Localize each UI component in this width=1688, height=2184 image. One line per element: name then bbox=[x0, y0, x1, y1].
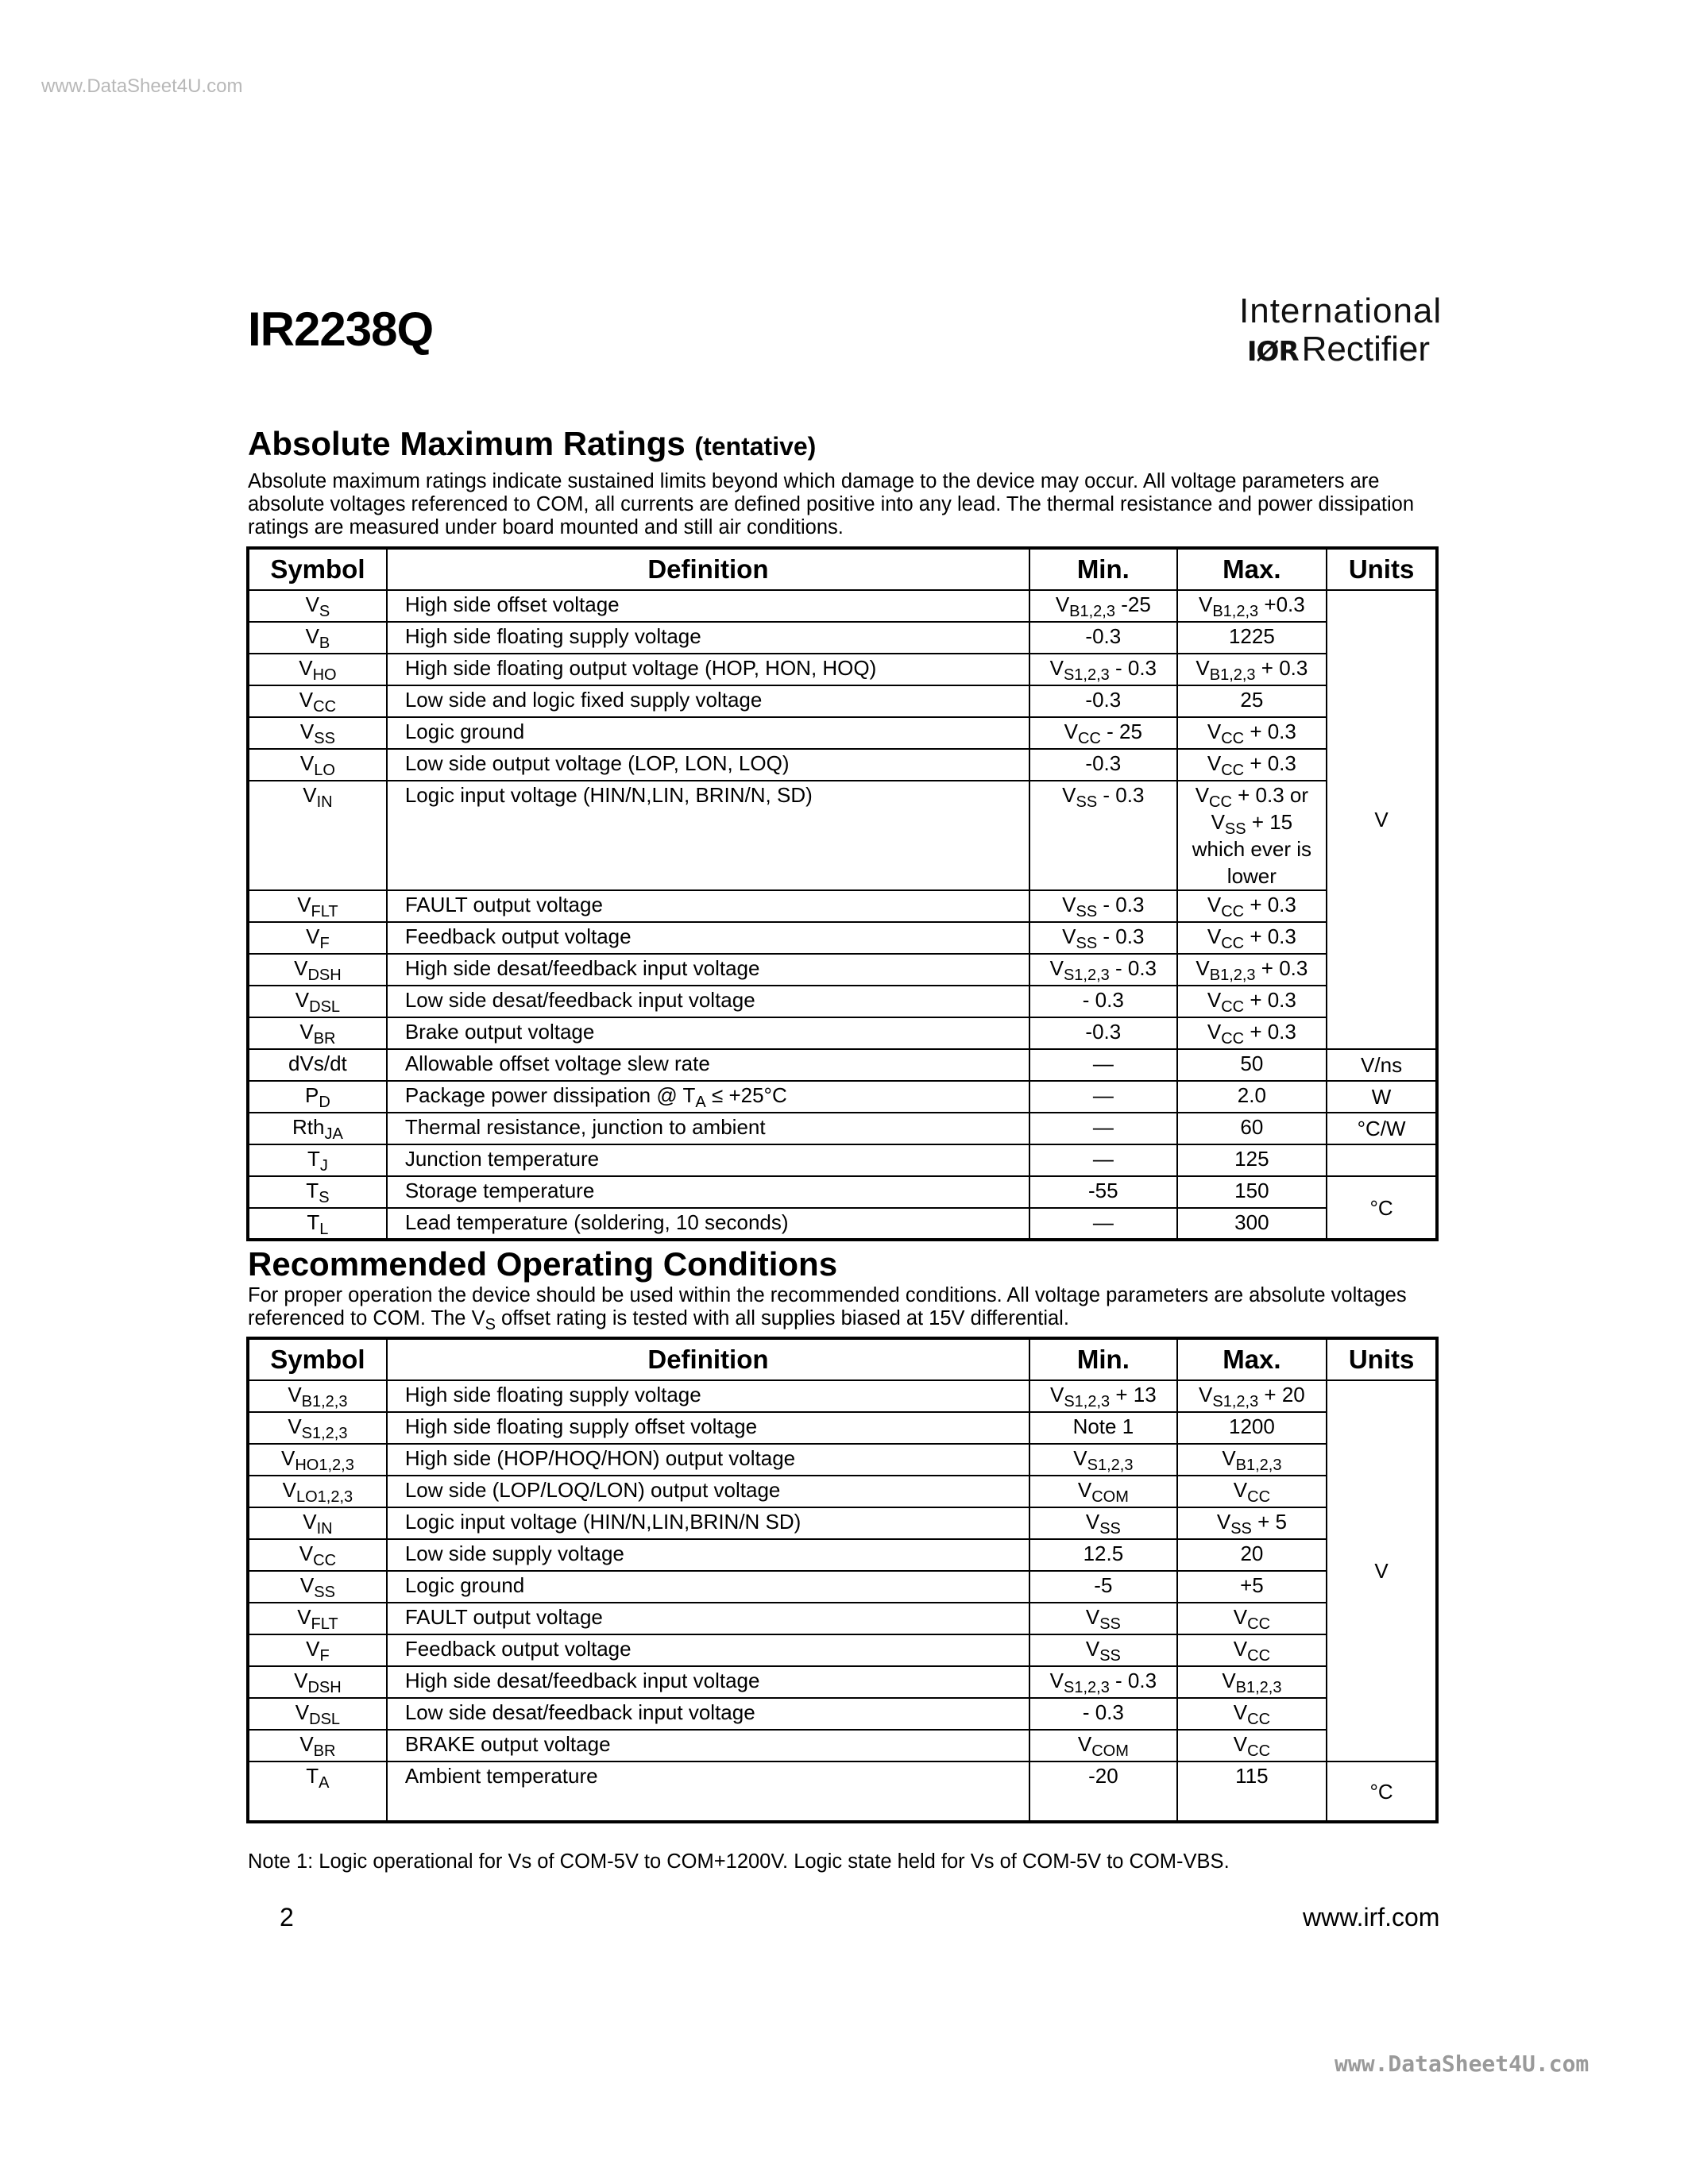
definition-cell: Package power dissipation @ $T_A \le +25^\circ C$ bbox=[387, 1081, 1029, 1113]
symbol-cell: dVs/dt bbox=[248, 1049, 387, 1081]
amr-intro: Absolute maximum ratings indicate sustained limits beyond which damage to the device may occur. All voltage parameters are absolute voltages referenced to COM, all currents are defined positive into any lead. The thermal resistance and power dissipation ratings are measured under board mounted and still air conditions. bbox=[248, 470, 1415, 538]
min-cell: $V_{SS}$ bbox=[1029, 1507, 1177, 1539]
table-row bbox=[248, 1412, 1437, 1444]
symbol-cell: $V_F$ bbox=[248, 922, 387, 954]
definition-cell: Junction temperature bbox=[387, 1144, 1029, 1176]
min-cell: $V_{SS} - 0.3$ bbox=[1029, 922, 1177, 954]
table-row bbox=[248, 1049, 1437, 1081]
symbol-cell: $V_{BR}$ bbox=[248, 1730, 387, 1761]
watermark-bottom: www.DataSheet4U.com bbox=[1335, 2051, 1590, 2077]
min-cell: — bbox=[1029, 1144, 1177, 1176]
min-cell: $V_{CC} - 25$ bbox=[1029, 717, 1177, 749]
max-cell: 300 bbox=[1177, 1208, 1327, 1240]
min-cell: $V_{SS}$ bbox=[1029, 1634, 1177, 1666]
table-row bbox=[248, 1380, 1437, 1412]
max-cell: $V_{B1,2,3} + 0.3$ bbox=[1177, 654, 1327, 685]
min-cell: — bbox=[1029, 1113, 1177, 1144]
max-cell: 1225 bbox=[1177, 622, 1327, 654]
min-cell: $V_{SS} - 0.3$ bbox=[1029, 890, 1177, 922]
definition-cell: High side desat/feedback input voltage bbox=[387, 1666, 1029, 1698]
max-cell: 20 bbox=[1177, 1539, 1327, 1571]
definition-cell: Low side and logic fixed supply voltage bbox=[387, 685, 1029, 717]
table-row bbox=[248, 749, 1437, 781]
table-row bbox=[248, 1730, 1437, 1761]
units-cell: W bbox=[1327, 1081, 1437, 1113]
column-header-symbol: Symbol bbox=[248, 548, 387, 590]
table-row bbox=[248, 717, 1437, 749]
max-cell: 125 bbox=[1177, 1144, 1327, 1176]
units-cell: °C bbox=[1327, 1176, 1437, 1240]
min-cell: $V_{SS}$ bbox=[1029, 1603, 1177, 1634]
definition-cell: High side floating supply offset voltage bbox=[387, 1412, 1029, 1444]
column-header-symbol: Symbol bbox=[248, 1338, 387, 1380]
symbol-cell: $T_A$ bbox=[248, 1761, 387, 1822]
symbol-cell: $V_{IN}$ bbox=[248, 781, 387, 890]
max-cell: 50 bbox=[1177, 1049, 1327, 1081]
definition-cell: FAULT output voltage bbox=[387, 890, 1029, 922]
symbol-cell: $V_{S1,2,3}$ bbox=[248, 1412, 387, 1444]
table-row bbox=[248, 1208, 1437, 1240]
max-cell: $V_{CC} + 0.3$ bbox=[1177, 717, 1327, 749]
definition-cell: Storage temperature bbox=[387, 1176, 1029, 1208]
roc-title: Recommended Operating Conditions bbox=[248, 1245, 838, 1283]
roc-table bbox=[246, 1337, 1439, 1823]
column-header-min: Min. bbox=[1029, 1338, 1177, 1380]
table-row bbox=[248, 781, 1437, 890]
symbol-cell: Rth$_{JA}$ bbox=[248, 1113, 387, 1144]
table-row bbox=[248, 1476, 1437, 1507]
max-cell: $V_{B1,2,3} +0.3$ bbox=[1177, 590, 1327, 622]
table-row bbox=[248, 890, 1437, 922]
units-cell: °C/W bbox=[1327, 1113, 1437, 1144]
units-cell bbox=[1327, 1144, 1437, 1176]
symbol-cell: $V_{LO}$ bbox=[248, 749, 387, 781]
symbol-cell: $V_{DSL}$ bbox=[248, 1698, 387, 1730]
symbol-cell: $V_{SS}$ bbox=[248, 1571, 387, 1603]
max-cell: $V_{S1,2,3} + 20$ bbox=[1177, 1380, 1327, 1412]
max-cell: $V_{CC} + 0.3$ bbox=[1177, 890, 1327, 922]
min-cell: - 0.3 bbox=[1029, 1698, 1177, 1730]
table-row bbox=[248, 1144, 1437, 1176]
min-cell: — bbox=[1029, 1208, 1177, 1240]
max-cell: $V_{CC}$ bbox=[1177, 1730, 1327, 1761]
max-cell: $V_{CC} + 0.3$ bbox=[1177, 749, 1327, 781]
min-cell: $V_{S1,2,3} - 0.3$ bbox=[1029, 654, 1177, 685]
units-cell: V bbox=[1327, 1380, 1437, 1761]
min-cell: $V_{B1,2,3}$ -25 bbox=[1029, 590, 1177, 622]
symbol-cell: $V_{FLT}$ bbox=[248, 1603, 387, 1634]
max-cell: $V_{CC}$ bbox=[1177, 1698, 1327, 1730]
column-header-units: Units bbox=[1327, 548, 1437, 590]
min-cell: - 0.3 bbox=[1029, 986, 1177, 1017]
logo-line2: Rectifier bbox=[1301, 330, 1430, 369]
amr-subtitle: (tentative) bbox=[694, 432, 817, 461]
table-row bbox=[248, 590, 1437, 622]
min-cell: -0.3 bbox=[1029, 622, 1177, 654]
max-cell: 1200 bbox=[1177, 1412, 1327, 1444]
symbol-cell: $T_J$ bbox=[248, 1144, 387, 1176]
table-row bbox=[248, 1571, 1437, 1603]
column-header-max: Max. bbox=[1177, 1338, 1327, 1380]
max-cell: 25 bbox=[1177, 685, 1327, 717]
min-cell: 12.5 bbox=[1029, 1539, 1177, 1571]
symbol-cell: $V_{SS}$ bbox=[248, 717, 387, 749]
definition-cell: Lead temperature (soldering, 10 seconds) bbox=[387, 1208, 1029, 1240]
page-number: 2 bbox=[280, 1903, 294, 1931]
symbol-cell: $V_{BR}$ bbox=[248, 1017, 387, 1049]
table-row bbox=[248, 954, 1437, 986]
definition-cell: Low side (LOP/LOQ/LON) output voltage bbox=[387, 1476, 1029, 1507]
max-cell: $V_{CC} + 0.3$ or $V_{SS} + 15$ which ever is lower bbox=[1177, 781, 1327, 890]
definition-cell: Low side desat/feedback input voltage bbox=[387, 986, 1029, 1017]
symbol-cell: $V_{DSH}$ bbox=[248, 954, 387, 986]
min-cell: $V_{COM}$ bbox=[1029, 1476, 1177, 1507]
table-row bbox=[248, 685, 1437, 717]
definition-cell: Thermal resistance, junction to ambient bbox=[387, 1113, 1029, 1144]
min-cell: — bbox=[1029, 1081, 1177, 1113]
definition-cell: Logic input voltage (HIN/N,LIN, BRIN/N, SD) bbox=[387, 781, 1029, 890]
min-cell: $V_{S1,2,3} - 0.3$ bbox=[1029, 1666, 1177, 1698]
watermark-top: www.DataSheet4U.com bbox=[41, 75, 243, 97]
column-header-units: Units bbox=[1327, 1338, 1437, 1380]
min-cell: -5 bbox=[1029, 1571, 1177, 1603]
column-header-max: Max. bbox=[1177, 548, 1327, 590]
min-cell: -0.3 bbox=[1029, 749, 1177, 781]
symbol-cell: $V_{B1,2,3}$ bbox=[248, 1380, 387, 1412]
definition-cell: Feedback output voltage bbox=[387, 922, 1029, 954]
min-cell: $V_{COM}$ bbox=[1029, 1730, 1177, 1761]
amr-table bbox=[246, 546, 1439, 1241]
units-cell: V/ns bbox=[1327, 1049, 1437, 1081]
max-cell: $V_{CC} + 0.3$ bbox=[1177, 922, 1327, 954]
table-row bbox=[248, 1634, 1437, 1666]
column-header-definition: Definition bbox=[387, 1338, 1029, 1380]
symbol-cell: $T_S$ bbox=[248, 1176, 387, 1208]
symbol-cell: $V_{HO1,2,3}$ bbox=[248, 1444, 387, 1476]
max-cell: 115 bbox=[1177, 1761, 1327, 1822]
amr-table-body bbox=[248, 590, 1437, 1240]
max-cell: $V_{CC}$ bbox=[1177, 1634, 1327, 1666]
roc-intro: For proper operation the device should be used within the recommended conditions. All voltage parameters are absolute voltages referenced to COM. The $V_S$ offset rating is tested with all supplies biased at 15V differential. bbox=[248, 1284, 1407, 1333]
definition-cell: Low side supply voltage bbox=[387, 1539, 1029, 1571]
max-cell: 150 bbox=[1177, 1176, 1327, 1208]
definition-cell: Allowable offset voltage slew rate bbox=[387, 1049, 1029, 1081]
definition-cell: Brake output voltage bbox=[387, 1017, 1029, 1049]
roc-header-row bbox=[248, 1338, 1437, 1380]
part-number: IR2238Q bbox=[248, 303, 434, 356]
symbol-cell: $V_{LO1,2,3}$ bbox=[248, 1476, 387, 1507]
definition-cell: Low side desat/feedback input voltage bbox=[387, 1698, 1029, 1730]
roc-section-title bbox=[248, 1245, 837, 1283]
symbol-cell: $V_{DSL}$ bbox=[248, 986, 387, 1017]
table-row bbox=[248, 1603, 1437, 1634]
min-cell: -55 bbox=[1029, 1176, 1177, 1208]
table-row bbox=[248, 986, 1437, 1017]
definition-cell: High side floating supply voltage bbox=[387, 1380, 1029, 1412]
amr-header-row bbox=[248, 548, 1437, 590]
website-link[interactable]: www.irf.com bbox=[1303, 1903, 1440, 1931]
definition-cell: BRAKE output voltage bbox=[387, 1730, 1029, 1761]
symbol-cell: $V_{CC}$ bbox=[248, 1539, 387, 1571]
definition-cell: High side desat/feedback input voltage bbox=[387, 954, 1029, 986]
logo-line1: International bbox=[1239, 291, 1443, 330]
company-logo bbox=[1239, 291, 1443, 372]
max-cell: $V_{CC}$ bbox=[1177, 1476, 1327, 1507]
table-row bbox=[248, 622, 1437, 654]
symbol-cell: $V_B$ bbox=[248, 622, 387, 654]
min-cell: -0.3 bbox=[1029, 685, 1177, 717]
table-row bbox=[248, 1539, 1437, 1571]
definition-cell: Logic input voltage (HIN/N,LIN,BRIN/N SD) bbox=[387, 1507, 1029, 1539]
max-cell: $V_{CC} + 0.3$ bbox=[1177, 1017, 1327, 1049]
table-row bbox=[248, 1761, 1437, 1822]
symbol-cell: $V_{CC}$ bbox=[248, 685, 387, 717]
table-row bbox=[248, 1017, 1437, 1049]
definition-cell: High side floating output voltage (HOP, HON, HOQ) bbox=[387, 654, 1029, 685]
table-row bbox=[248, 1698, 1437, 1730]
symbol-cell: $V_S$ bbox=[248, 590, 387, 622]
max-cell: $V_{B1,2,3}$ bbox=[1177, 1666, 1327, 1698]
min-cell: -20 bbox=[1029, 1761, 1177, 1822]
table-row bbox=[248, 922, 1437, 954]
symbol-cell: $V_{IN}$ bbox=[248, 1507, 387, 1539]
table-row bbox=[248, 654, 1437, 685]
symbol-cell: $P_D$ bbox=[248, 1081, 387, 1113]
max-cell: $V_{B1,2,3}$ bbox=[1177, 1444, 1327, 1476]
definition-cell: Logic ground bbox=[387, 1571, 1029, 1603]
table-row bbox=[248, 1176, 1437, 1208]
min-cell: $V_{S1,2,3} + 13$ bbox=[1029, 1380, 1177, 1412]
min-cell: $V_{S1,2,3}$ bbox=[1029, 1444, 1177, 1476]
max-cell: +5 bbox=[1177, 1571, 1327, 1603]
max-cell: $V_{CC}$ bbox=[1177, 1603, 1327, 1634]
definition-cell: FAULT output voltage bbox=[387, 1603, 1029, 1634]
table-row bbox=[248, 1081, 1437, 1113]
table-row bbox=[248, 1666, 1437, 1698]
definition-cell: Logic ground bbox=[387, 717, 1029, 749]
table-row bbox=[248, 1113, 1437, 1144]
symbol-cell: $V_F$ bbox=[248, 1634, 387, 1666]
max-cell: 2.0 bbox=[1177, 1081, 1327, 1113]
roc-table-body bbox=[248, 1380, 1437, 1822]
max-cell: $V_{CC} + 0.3$ bbox=[1177, 986, 1327, 1017]
amr-section-title bbox=[248, 425, 816, 463]
table-row bbox=[248, 1444, 1437, 1476]
min-cell: $V_{SS} - 0.3$ bbox=[1029, 781, 1177, 890]
max-cell: $V_{B1,2,3} + 0.3$ bbox=[1177, 954, 1327, 986]
definition-cell: Feedback output voltage bbox=[387, 1634, 1029, 1666]
column-header-definition: Definition bbox=[387, 548, 1029, 590]
definition-cell: High side (HOP/HOQ/HON) output voltage bbox=[387, 1444, 1029, 1476]
max-cell: $V_{SS} + 5$ bbox=[1177, 1507, 1327, 1539]
definition-cell: High side floating supply voltage bbox=[387, 622, 1029, 654]
footnote: Note 1: Logic operational for Vs of COM-5V to COM+1200V. Logic state held for Vs of COM-5V to COM-VBS. bbox=[248, 1850, 1230, 1873]
min-cell: — bbox=[1029, 1049, 1177, 1081]
min-cell: -0.3 bbox=[1029, 1017, 1177, 1049]
max-cell: 60 bbox=[1177, 1113, 1327, 1144]
definition-cell: Ambient temperature bbox=[387, 1761, 1029, 1822]
symbol-cell: $V_{DSH}$ bbox=[248, 1666, 387, 1698]
min-cell: Note 1 bbox=[1029, 1412, 1177, 1444]
definition-cell: High side offset voltage bbox=[387, 590, 1029, 622]
units-cell: V bbox=[1327, 590, 1437, 1049]
symbol-cell: $T_L$ bbox=[248, 1208, 387, 1240]
definition-cell: Low side output voltage (LOP, LON, LOQ) bbox=[387, 749, 1029, 781]
min-cell: $V_{S1,2,3} - 0.3$ bbox=[1029, 954, 1177, 986]
symbol-cell: $V_{FLT}$ bbox=[248, 890, 387, 922]
amr-title: Absolute Maximum Ratings bbox=[248, 425, 686, 462]
symbol-cell: $V_{HO}$ bbox=[248, 654, 387, 685]
logo-ior-mark: IØR bbox=[1246, 336, 1299, 368]
column-header-min: Min. bbox=[1029, 548, 1177, 590]
units-cell: °C bbox=[1327, 1761, 1437, 1822]
table-row bbox=[248, 1507, 1437, 1539]
